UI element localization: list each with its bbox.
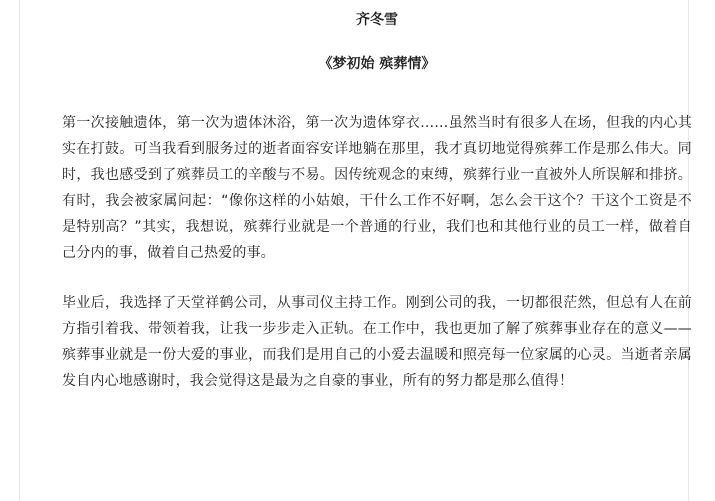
author-name: 齐冬雪 [356, 12, 398, 28]
article-content [62, 10, 692, 394]
paragraph-1: 第一次接触遗体，第一次为遗体沐浴，第一次为遗体穿衣……虽然当时有很多人在场，但我的内心其实在打鼓。可当我看到服务过的逝者面容安详地躺在那里，我才真切地觉得殡葬工作是那么伟大。同时，我也感受到了殡葬员工的辛酸与不易。因传统观念的束缚，殡葬行业一直被外人所误解和排挤。有时，我会被家属问起：“像你这样的小姑娘，干什么工作不好啊，怎么会干这个？干这个工资是不是特别高？”其实，我想说，殡葬行业就是一个普通的行业，我们也和其他行业的员工一样，做着自己分内的事，做着自己热爱的事。 [62, 115, 692, 261]
paragraph-2: 毕业后，我选择了天堂祥鹤公司，从事司仪主持工作。刚到公司的我，一切都很茫然，但总有人在前方指引着我、带领着我，让我一步步走入正轨。在工作中，我也更加了解了殡葬事业存在的意义——殡葬事业就是一份大爱的事业，而我们是用自己的小爱去温暖和照亮每一位家属的心灵。当逝者亲属发自内心地感谢时，我会觉得这是最为之自豪的事业，所有的努力都是那么值得！ [62, 295, 692, 389]
article-title: 《梦初始 殡葬情》 [318, 56, 436, 72]
article-page [20, 0, 692, 501]
